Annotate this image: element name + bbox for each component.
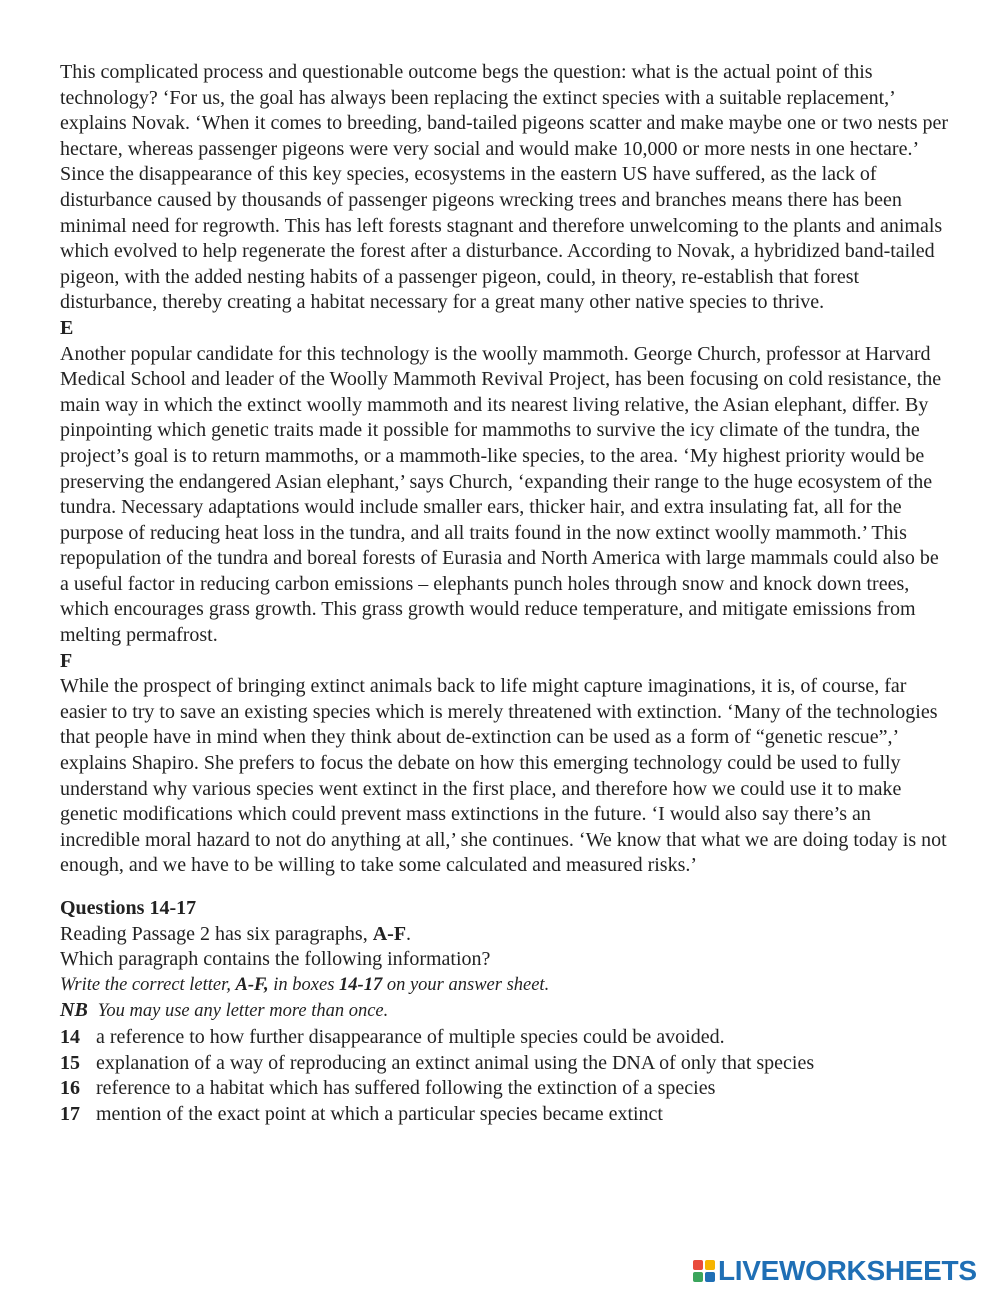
questions-instruction — [60, 973, 950, 999]
nb-label: NB — [60, 999, 88, 1022]
liveworksheets-logo[interactable] — [693, 1256, 977, 1286]
nb-text: You may use any letter more than once. — [97, 1001, 389, 1022]
questions-intro-line2: Which paragraph contains the following information? — [60, 948, 491, 971]
intro-range: A-F — [372, 922, 407, 945]
questions-intro-line1 — [60, 922, 950, 948]
logo-squares-icon — [693, 1260, 715, 1282]
instr-pre: Write the correct letter, — [60, 974, 231, 995]
question-text: mention of the exact point at which a particular species became extinct — [96, 1102, 663, 1125]
logo-square — [693, 1272, 703, 1282]
logo-square — [705, 1260, 715, 1270]
document-page — [60, 60, 950, 1127]
logo-wordmark: LIVEWORKSHEETS — [718, 1255, 977, 1286]
question-item — [60, 1051, 950, 1077]
question-item — [60, 1076, 950, 1102]
logo-square — [705, 1272, 715, 1282]
questions-nb-note — [60, 998, 950, 1025]
questions-heading: Questions 14-17 — [60, 897, 197, 919]
logo-square — [693, 1260, 703, 1270]
paragraph-d-continued: This complicated process and questionable outcome begs the question: what is the actual point of this technology? ‘For us, the goal has always been replacing the extinct species with a suitable replacement,’ explains Novak. ‘When it comes to breeding, band-tailed pigeons scatter and make maybe one or two nests per hectare, whereas passenger pigeons were very social and would make 10,000 or more nests in one hectare.’ Since the disappearance of this key species, ecosystems in the eastern US have suffered, as the lack of disturbance caused by thousands of passenger pigeons wrecking trees and branches means there has been minimal need for regrowth. This has left forests stagnant and therefore unwelcoming to the plants and animals which evolved to help regenerate the forest after a disturbance. According to Novak, a hybridized band-tailed pigeon, with the added nesting habits of a passenger pigeon, could, in theory, re-establish that forest disturbance, thereby creating a habitat necessary for a great many other native species to thrive. — [60, 61, 949, 314]
question-item — [60, 1025, 950, 1051]
paragraph-letter-e: E — [60, 316, 74, 339]
paragraph-f: While the prospect of bringing extinct animals back to life might capture imaginations, it is, of course, far easier to try to save an existing species which is merely threatened with extinction. ‘Many of the technologies that people have in mind when they think about de-extinction can be used as a form of “genetic rescue”,’ explains Shapiro. She prefers to focus the debate on how this emerging technology could be used to fully understand why various species went extinct in the first place, and therefore how we could use it to make genetic modifications which could prevent mass extinctions in the future. ‘I would also say there’s an incredible moral hazard to not do anything at all,’ she continues. ‘We know that what we are doing today is not enough, and we have to be willing to take some calculated and measured risks.’ — [60, 675, 947, 877]
question-item — [60, 1102, 950, 1128]
intro-end: . — [406, 922, 412, 945]
question-number: 15 — [60, 1051, 80, 1074]
question-text: reference to a habitat which has suffered following the extinction of a species — [96, 1077, 716, 1100]
intro-text: Reading Passage 2 has six paragraphs, — [60, 922, 368, 945]
paragraph-e: Another popular candidate for this technology is the woolly mammoth. George Church, professor at Harvard Medical School and leader of the Woolly Mammoth Revival Project, has been focusing on cold resistance, the main way in which the extinct woolly mammoth and its nearest living relative, the Asian elephant, differ. By pinpointing which genetic traits made it possible for mammoths to survive the icy climate of the tundra, the project’s goal is to return mammoths, or a mammoth-like species, to the area. ‘My highest priority would be preserving the endangered Asian elephant,’ says Church, ‘expanding their range to the huge ecosystem of the tundra. Necessary adaptations would include smaller ears, thicker hair, and extra insulating fat, all for the purpose of reducing heat loss in the tundra, and all traits found in the now extinct woolly mammoth.’ This repopulation of the tundra and boreal forests of Eurasia and North America with large mammals could also be a useful factor in reducing carbon emissions – elephants punch holes through snow and knock down trees, which encourages grass growth. This grass growth would reduce temperature, and mitigate emissions from melting permafrost. — [60, 342, 942, 647]
question-number: 16 — [60, 1077, 80, 1100]
question-number: 17 — [60, 1102, 80, 1125]
instr-post: on your answer sheet. — [386, 974, 550, 995]
paragraph-letter-f: F — [60, 649, 73, 672]
instr-mid: in boxes — [273, 974, 335, 995]
question-number: 14 — [60, 1025, 80, 1048]
instr-letters: A-F, — [235, 974, 269, 995]
question-text: explanation of a way of reproducing an extinct animal using the DNA of only that species — [96, 1051, 815, 1074]
question-text: a reference to how further disappearance of multiple species could be avoided. — [96, 1025, 725, 1048]
instr-boxes: 14-17 — [339, 974, 383, 995]
